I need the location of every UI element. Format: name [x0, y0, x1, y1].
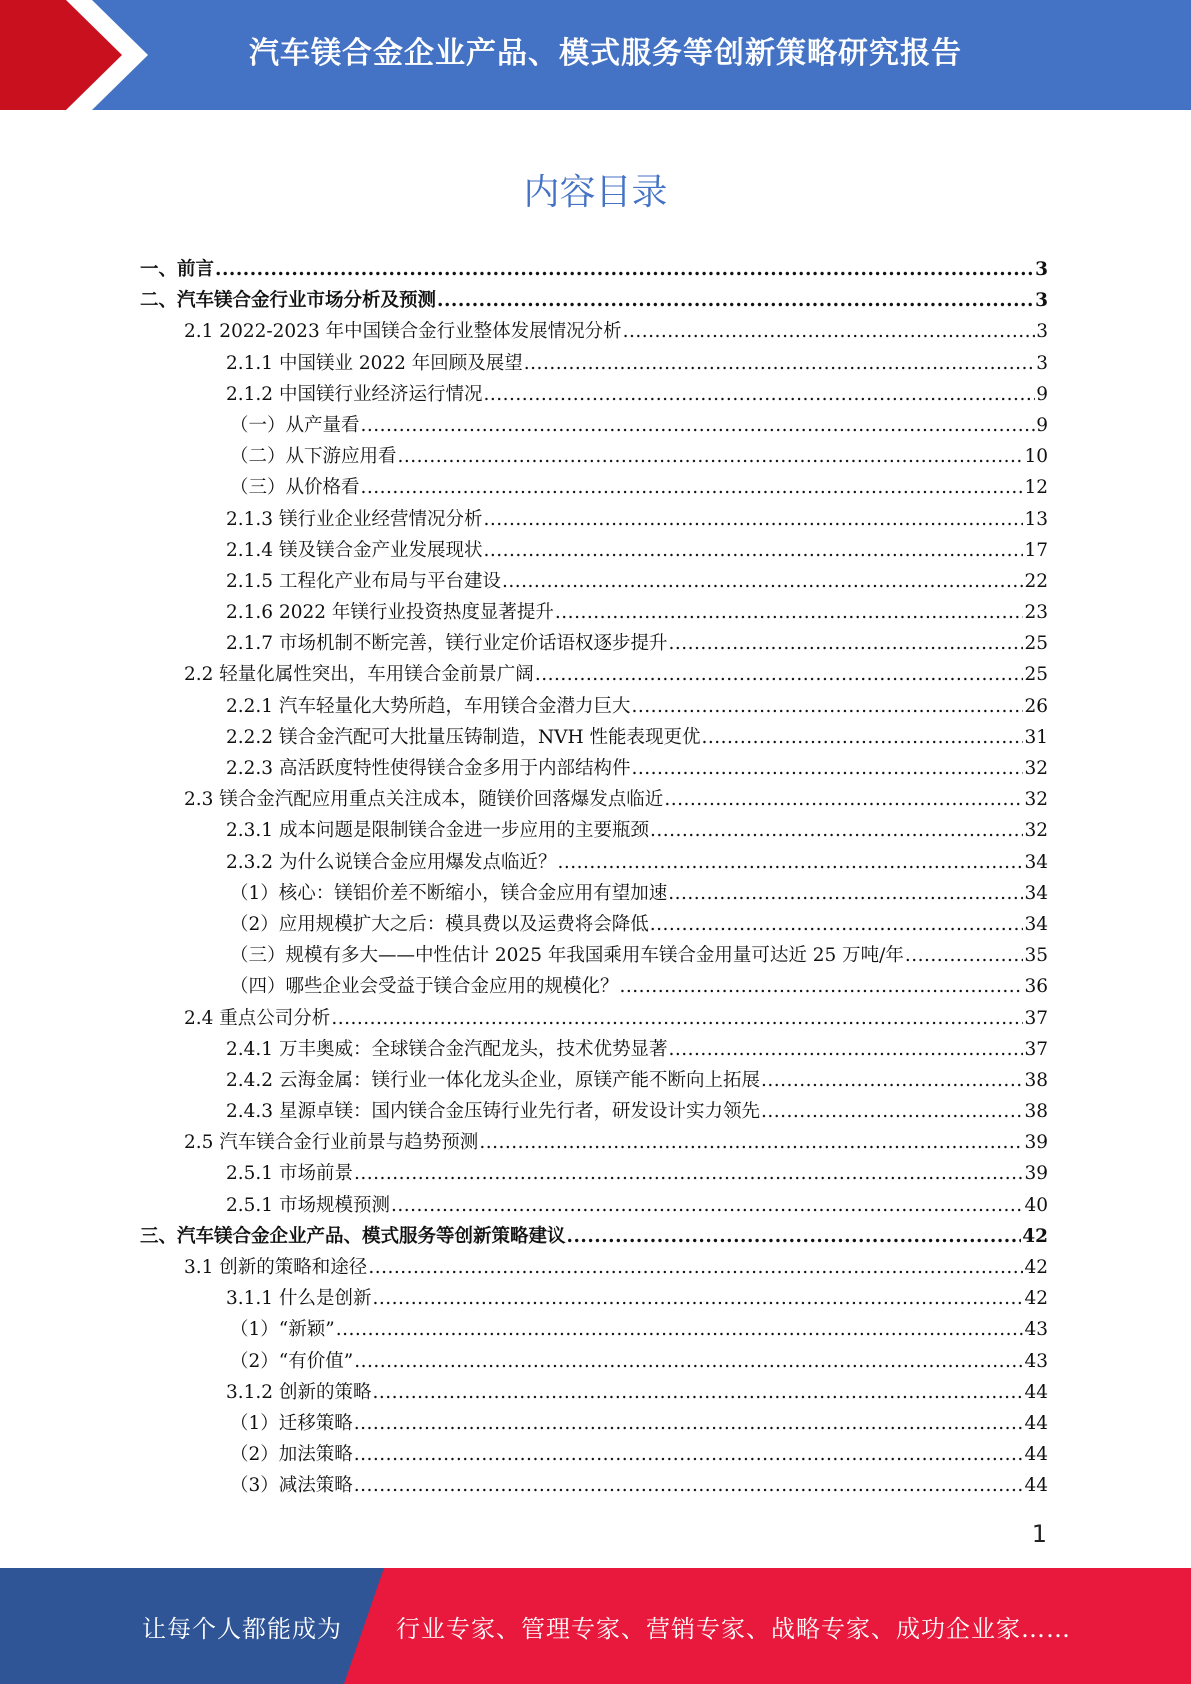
toc-entry-page: 39 — [1024, 1132, 1048, 1154]
toc-dot-leader — [437, 285, 1034, 316]
toc-entry-page: 3 — [1036, 352, 1048, 374]
toc-entry-text: （四）哪些企业会受益于镁合金应用的规模化？ — [230, 976, 619, 998]
toc-entry[interactable] — [140, 971, 1048, 1002]
toc-entry-text: 2.2 轻量化属性突出，车用镁合金前景广阔 — [184, 664, 534, 686]
toc-entry[interactable] — [140, 691, 1048, 722]
toc-entry[interactable] — [140, 1439, 1048, 1470]
toc-dot-leader — [361, 410, 1036, 441]
toc-dot-leader — [354, 1439, 1024, 1470]
toc-entry[interactable] — [140, 940, 1048, 971]
toc-entry-text: 2.3 镁合金汽配应用重点关注成本，随镁价回落爆发点临近 — [184, 789, 664, 811]
toc-entry-text: 2.5 汽车镁合金行业前景与趋势预测 — [184, 1132, 479, 1154]
toc-entry-text: 二、汽车镁合金行业市场分析及预测 — [140, 290, 437, 312]
toc-entry-text: 2.3.1 成本问题是限制镁合金进一步应用的主要瓶颈 — [226, 820, 649, 842]
toc-entry-page: 32 — [1024, 820, 1048, 842]
toc-entry-page: 42 — [1024, 1288, 1048, 1310]
toc-dot-leader — [483, 504, 1023, 535]
table-of-contents — [140, 254, 1048, 1502]
toc-dot-leader — [372, 1283, 1023, 1314]
toc-entry-page: 43 — [1024, 1319, 1048, 1341]
toc-entry[interactable] — [140, 815, 1048, 846]
toc-entry-text: 3.1.2 创新的策略 — [226, 1381, 372, 1403]
toc-entry[interactable] — [140, 316, 1048, 347]
toc-entry-page: 31 — [1024, 726, 1048, 748]
toc-entry-page: 37 — [1024, 1007, 1048, 1029]
toc-entry-text: 2.5.1 市场规模预测 — [226, 1194, 390, 1216]
toc-entry-text: （1）核心：镁铝价差不断缩小，镁合金应用有望加速 — [230, 882, 668, 904]
toc-entry-text: 2.1.7 市场机制不断完善，镁行业定价话语权逐步提升 — [226, 633, 668, 655]
toc-entry-page: 34 — [1024, 882, 1048, 904]
toc-entry[interactable] — [140, 847, 1048, 878]
toc-entry[interactable] — [140, 441, 1048, 472]
toc-entry[interactable] — [140, 1470, 1048, 1501]
toc-entry[interactable] — [140, 1158, 1048, 1189]
toc-entry[interactable] — [140, 504, 1048, 535]
toc-entry-page: 44 — [1024, 1444, 1048, 1466]
toc-entry[interactable] — [140, 1314, 1048, 1345]
toc-dot-leader — [631, 753, 1023, 784]
toc-entry-page: 44 — [1024, 1475, 1048, 1497]
toc-dot-leader — [215, 254, 1034, 285]
toc-entry[interactable] — [140, 566, 1048, 597]
toc-entry-page: 44 — [1024, 1412, 1048, 1434]
toc-entry[interactable] — [140, 878, 1048, 909]
toc-entry-text: 2.1.2 中国镁行业经济运行情况 — [226, 383, 483, 405]
toc-entry-text: 2.1.5 工程化产业布局与平台建设 — [226, 570, 501, 592]
toc-entry-page: 25 — [1024, 633, 1048, 655]
toc-entry[interactable] — [140, 472, 1048, 503]
toc-entry-page: 38 — [1024, 1101, 1048, 1123]
toc-entry[interactable] — [140, 1283, 1048, 1314]
toc-entry-page: 22 — [1024, 570, 1048, 592]
toc-entry-text: 2.4 重点公司分析 — [184, 1007, 331, 1029]
toc-entry[interactable] — [140, 753, 1048, 784]
toc-dot-leader — [557, 847, 1023, 878]
toc-entry[interactable] — [140, 379, 1048, 410]
toc-dot-leader — [761, 1065, 1023, 1096]
toc-entry[interactable] — [140, 1127, 1048, 1158]
toc-entry[interactable] — [140, 1065, 1048, 1096]
toc-entry-text: 2.1.1 中国镁业 2022 年回顾及展望 — [226, 352, 523, 374]
toc-entry-page: 42 — [1022, 1225, 1048, 1247]
toc-dot-leader — [905, 940, 1024, 971]
toc-entry[interactable] — [140, 1096, 1048, 1127]
toc-entry-page: 36 — [1024, 976, 1048, 998]
toc-entry-page: 35 — [1024, 945, 1048, 967]
toc-dot-leader — [336, 1314, 1024, 1345]
toc-dot-leader — [650, 909, 1024, 940]
toc-entry-page: 9 — [1036, 414, 1048, 436]
toc-dot-leader — [668, 1034, 1023, 1065]
toc-dot-leader — [398, 441, 1024, 472]
toc-entry[interactable] — [140, 285, 1048, 316]
toc-entry-page: 3 — [1036, 321, 1048, 343]
toc-entry-page: 17 — [1024, 539, 1048, 561]
toc-entry-text: 2.4.2 云海金属：镁行业一体化龙头企业，原镁产能不断向上拓展 — [226, 1069, 760, 1091]
footer-slogan-right: 行业专家、管理专家、营销专家、战略专家、成功企业家…… — [396, 1614, 1071, 1643]
toc-dot-leader — [761, 1096, 1023, 1127]
toc-entry-page: 34 — [1024, 913, 1048, 935]
toc-dot-leader — [623, 316, 1036, 347]
toc-dot-leader — [354, 1158, 1024, 1189]
toc-dot-leader — [354, 1470, 1024, 1501]
toc-dot-leader — [702, 722, 1024, 753]
footer-banner — [0, 1568, 1191, 1684]
toc-entry-text: 2.4.3 星源卓镁：国内镁合金压铸行业先行者，研发设计实力领先 — [226, 1101, 760, 1123]
toc-entry-page: 32 — [1024, 758, 1048, 779]
toc-entry-text: （1）迁移策略 — [230, 1412, 353, 1434]
toc-dot-leader — [354, 1346, 1023, 1377]
toc-entry-text: （3）减法策略 — [230, 1475, 353, 1497]
toc-entry-page: 3 — [1035, 290, 1048, 312]
toc-entry-page: 34 — [1024, 851, 1048, 873]
toc-entry-page: 32 — [1024, 789, 1048, 811]
toc-dot-leader — [372, 1377, 1023, 1408]
toc-entry-page: 44 — [1024, 1381, 1048, 1403]
toc-entry[interactable] — [140, 628, 1048, 659]
toc-entry[interactable] — [140, 1252, 1048, 1283]
toc-dot-leader — [567, 1221, 1022, 1252]
toc-entry-page: 37 — [1024, 1038, 1048, 1060]
toc-entry-text: （2）加法策略 — [230, 1444, 353, 1466]
toc-entry-text: （二）从下游应用看 — [230, 446, 397, 468]
toc-entry-text: 3.1.1 什么是创新 — [226, 1288, 372, 1310]
page-number: 1 — [1031, 1520, 1047, 1548]
toc-entry[interactable] — [140, 784, 1048, 815]
toc-dot-leader — [368, 1252, 1023, 1283]
toc-entry-text: 2.5.1 市场前景 — [226, 1163, 353, 1185]
toc-entry-page: 3 — [1035, 259, 1048, 280]
toc-entry-text: 2.3.2 为什么说镁合金应用爆发点临近？ — [226, 851, 557, 873]
toc-entry-text: 2.4.1 万丰奥威：全球镁合金汽配龙头，技术优势显著 — [226, 1038, 668, 1060]
toc-entry-page: 42 — [1024, 1257, 1048, 1278]
toc-entry-text: （三）从价格看 — [230, 477, 360, 499]
toc-dot-leader — [668, 878, 1023, 909]
toc-entry[interactable] — [140, 1034, 1048, 1065]
toc-entry[interactable] — [140, 410, 1048, 441]
toc-entry[interactable] — [140, 535, 1048, 566]
toc-entry[interactable] — [140, 1377, 1048, 1408]
toc-dot-leader — [664, 784, 1023, 815]
toc-heading: 内容目录 — [523, 172, 668, 213]
toc-entry-text: 2.1.4 镁及镁合金产业发展现状 — [226, 539, 483, 561]
toc-dot-leader — [535, 659, 1024, 690]
toc-entry-page: 39 — [1024, 1163, 1048, 1185]
toc-entry-text: 2.1.6 2022 年镁行业投资热度显著提升 — [226, 602, 554, 624]
toc-entry-page: 38 — [1024, 1069, 1048, 1091]
toc-entry-text: 2.2.3 高活跃度特性使得镁合金多用于内部结构件 — [226, 758, 631, 779]
toc-entry-page: 10 — [1024, 446, 1048, 468]
toc-entry[interactable] — [140, 1190, 1048, 1221]
footer-slogan-left: 让每个人都能成为 — [142, 1614, 342, 1643]
toc-dot-leader — [631, 691, 1023, 722]
toc-dot-leader — [524, 348, 1035, 379]
toc-dot-leader — [361, 472, 1024, 503]
toc-entry[interactable] — [140, 909, 1048, 940]
toc-entry-text: 2.2.2 镁合金汽配可大批量压铸制造，NVH 性能表现更优 — [226, 726, 701, 748]
toc-dot-leader — [502, 566, 1023, 597]
toc-entry-page: 25 — [1024, 664, 1048, 686]
toc-entry-page: 23 — [1024, 602, 1048, 624]
toc-dot-leader — [650, 815, 1023, 846]
toc-entry-text: （2）应用规模扩大之后：模具费以及运费将会降低 — [230, 913, 649, 935]
toc-entry[interactable] — [140, 348, 1048, 379]
toc-entry-page: 9 — [1036, 383, 1048, 405]
toc-entry-page: 40 — [1024, 1194, 1048, 1216]
toc-dot-leader — [483, 535, 1023, 566]
toc-entry[interactable] — [140, 1408, 1048, 1439]
toc-entry-text: 2.2.1 汽车轻量化大势所趋，车用镁合金潜力巨大 — [226, 695, 631, 717]
toc-entry-text: （2）“有价值” — [230, 1350, 354, 1372]
toc-entry[interactable] — [140, 722, 1048, 753]
toc-entry-text: 2.1 2022-2023 年中国镁合金行业整体发展情况分析 — [184, 321, 622, 343]
toc-dot-leader — [331, 1003, 1023, 1034]
toc-entry-text: 一、前言 — [140, 259, 215, 280]
toc-entry[interactable] — [140, 1346, 1048, 1377]
toc-entry-page: 12 — [1024, 477, 1048, 499]
toc-entry-text: （一）从产量看 — [230, 414, 360, 436]
toc-entry[interactable] — [140, 1221, 1048, 1252]
toc-dot-leader — [668, 628, 1023, 659]
toc-entry-text: 2.1.3 镁行业企业经营情况分析 — [226, 508, 483, 530]
toc-entry[interactable] — [140, 659, 1048, 690]
toc-entry-page: 13 — [1024, 508, 1048, 530]
report-title: 汽车镁合金企业产品、模式服务等创新策略研究报告 — [249, 36, 962, 71]
toc-entry[interactable] — [140, 597, 1048, 628]
toc-dot-leader — [620, 971, 1024, 1002]
toc-entry-text: 三、汽车镁合金企业产品、模式服务等创新策略建议 — [140, 1225, 566, 1247]
toc-entry-text: （三）规模有多大——中性估计 2025 年我国乘用车镁合金用量可达近 25 万吨/年 — [230, 945, 904, 967]
toc-dot-leader — [354, 1408, 1024, 1439]
toc-dot-leader — [483, 379, 1035, 410]
toc-entry[interactable] — [140, 254, 1048, 285]
toc-dot-leader — [479, 1127, 1023, 1158]
toc-dot-leader — [555, 597, 1024, 628]
header-banner — [0, 0, 1191, 110]
toc-entry-text: 3.1 创新的策略和途径 — [184, 1257, 368, 1278]
toc-entry-page: 26 — [1024, 695, 1048, 717]
toc-entry[interactable] — [140, 1003, 1048, 1034]
toc-entry-page: 43 — [1024, 1350, 1048, 1372]
toc-dot-leader — [391, 1190, 1023, 1221]
toc-entry-text: （1）“新颖” — [230, 1319, 335, 1341]
